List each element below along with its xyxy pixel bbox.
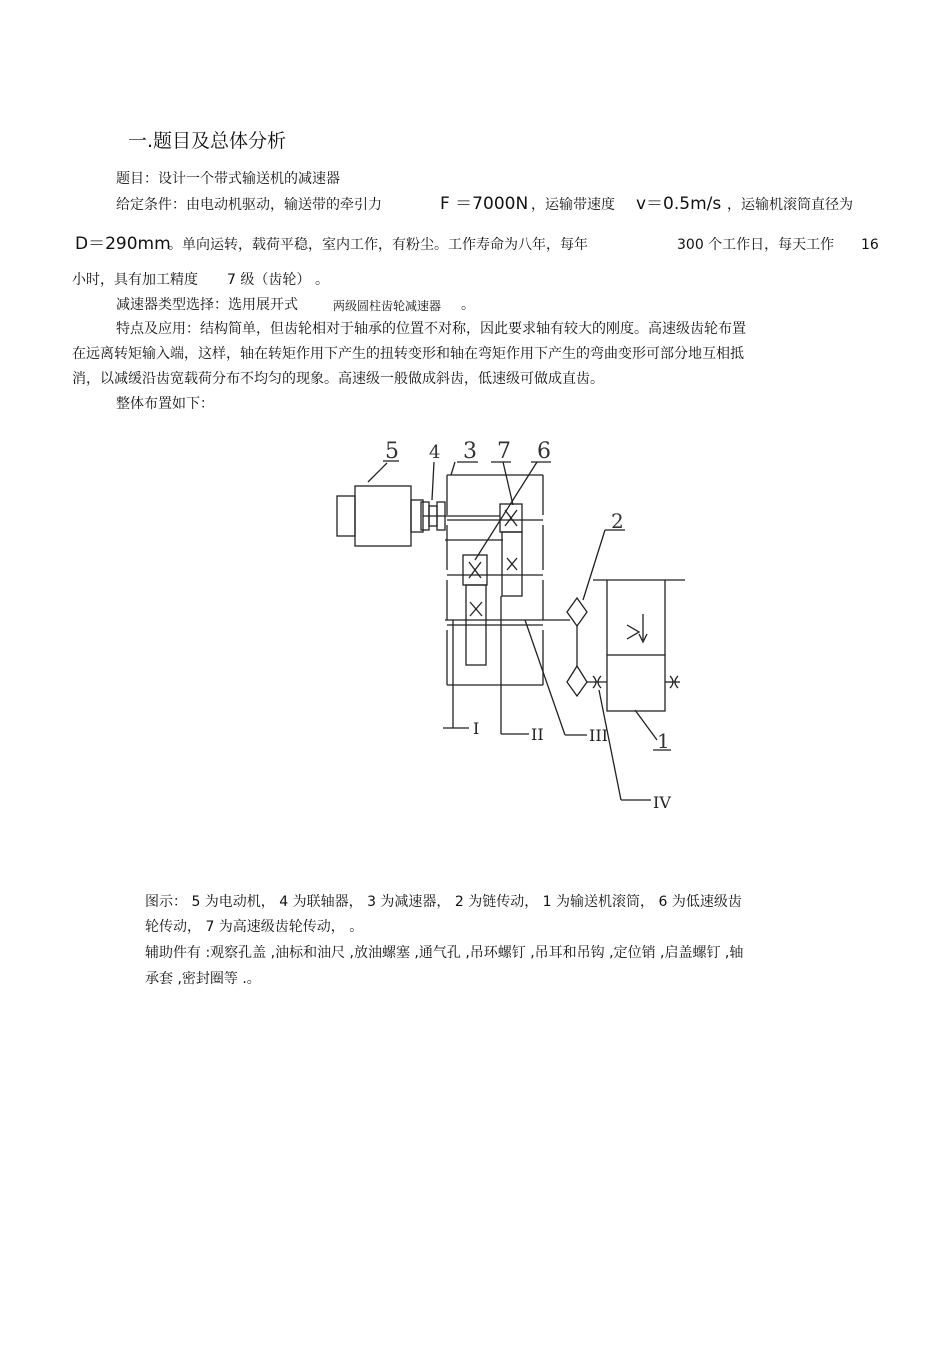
force-value: F ＝7000N <box>440 194 529 214</box>
speed-value: v＝0.5m/s <box>636 194 722 214</box>
transmission-diagram <box>325 430 705 820</box>
diameter-value: D＝290mm <box>75 234 171 254</box>
label-coupling: 4 <box>429 442 441 463</box>
features-line2: 在远离转矩输入端，这样，轴在转矩作用下产生的扭转变形和轴在弯矩作用下产生的弯曲变形可部分地互相抵 <box>72 346 744 362</box>
speed-label: ，运输带速度 <box>531 197 615 213</box>
precision-value: 7 级（齿轮） <box>227 272 311 288</box>
label-drum: 1 <box>657 729 670 753</box>
reducer-housing <box>447 475 543 685</box>
high-speed-gear <box>500 504 522 596</box>
topic-line: 题目：设计一个带式输送机的减速器 <box>116 171 340 187</box>
drum-label: ，运输机滚筒直径为 <box>727 197 853 213</box>
motor <box>337 486 423 546</box>
work-days: 300 个工作日，每天工作 <box>677 237 835 253</box>
accessories-line2: 承套 ,密封圈等 .。 <box>145 971 261 987</box>
reducer-type-value: 两级圆柱齿轮减速器 <box>333 299 442 313</box>
conditions-line3-end: 。 <box>315 272 329 288</box>
caption-line1: 图示： 5 为电动机， 4 为联轴器， 3 为减速器， 2 为链传动， 1 为输送机滚筒， 6 为低速级齿 <box>145 894 742 910</box>
conditions-line3: 小时，具有加工精度 <box>72 272 198 288</box>
reducer-type-lead: 减速器类型选择：选用展开式 <box>116 297 298 313</box>
label-low-gear: 6 <box>537 439 551 464</box>
chain-drive <box>567 598 587 696</box>
label-chain: 2 <box>611 509 624 533</box>
work-hours: 16 <box>861 237 879 253</box>
conditions-lead: 给定条件：由电动机驱动，输送带的牵引力 <box>116 197 382 213</box>
label-shaft-2: II <box>531 725 544 744</box>
label-shaft-1: I <box>473 719 480 738</box>
low-speed-gear <box>463 555 487 665</box>
conveyor-belt <box>593 580 685 655</box>
features-line1: 特点及应用：结构简单，但齿轮相对于轴承的位置不对称，因此要求轴有较大的刚度。高速级齿轮布置 <box>116 321 746 337</box>
label-shaft-3: III <box>589 726 608 745</box>
features-line3: 消，以减缓沿齿宽载荷分布不均匀的现象。高速级一般做成斜齿，低速级可做成直齿。 <box>72 371 604 387</box>
label-shaft-4: IV <box>653 793 671 812</box>
label-motor: 5 <box>385 439 399 464</box>
section-title: 一.题目及总体分析 <box>128 130 287 152</box>
reducer-type-end: 。 <box>461 297 475 313</box>
label-reducer: 3 <box>463 439 477 464</box>
caption-line2: 轮传动， 7 为高速级齿轮传动， 。 <box>145 919 364 935</box>
label-high-gear: 7 <box>497 439 511 464</box>
conditions-line2: 。单向运转，载荷平稳，室内工作，有粉尘。工作寿命为八年，每年 <box>168 237 588 253</box>
layout-intro: 整体布置如下： <box>116 396 214 412</box>
velocity-mark: v <box>621 636 622 637</box>
accessories-line1: 辅助件有 :观察孔盖 ,油标和油尺 ,放油螺塞 ,通气孔 ,吊环螺钉 ,吊耳和吊钩 ,定位销 ,启盖螺钉 ,轴 <box>145 945 744 961</box>
